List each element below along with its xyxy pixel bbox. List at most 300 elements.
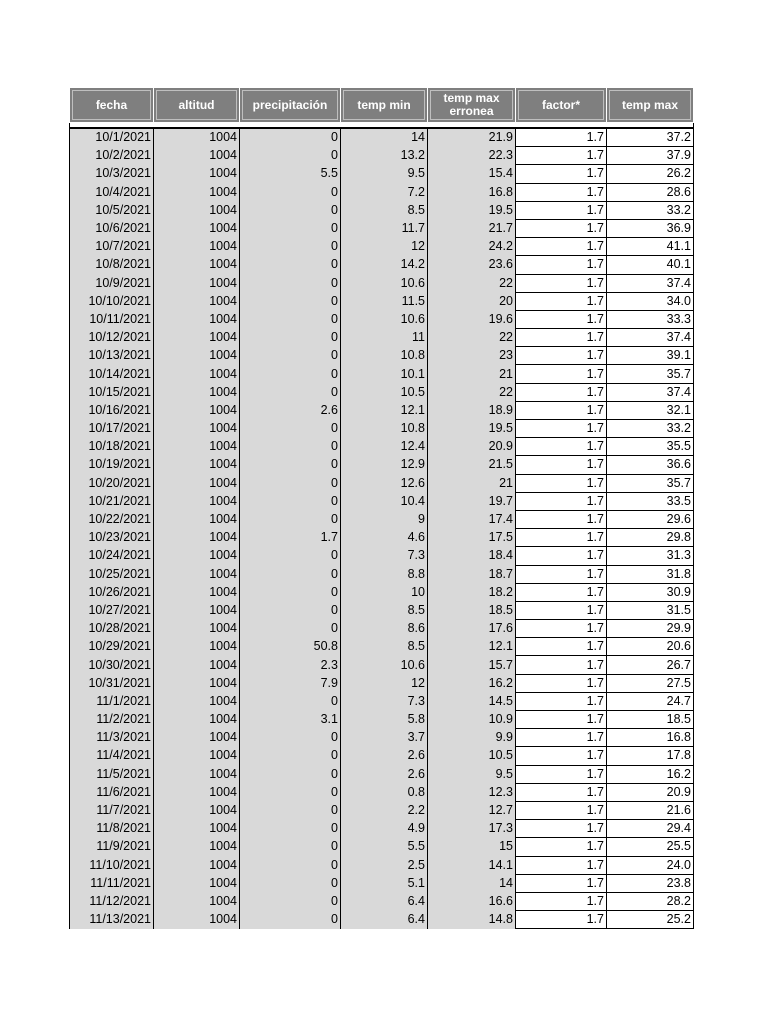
- cell-altitud[interactable]: 1004: [154, 256, 240, 274]
- cell-fecha[interactable]: 10/14/2021: [70, 365, 154, 383]
- cell-temp-min[interactable]: 10: [341, 583, 428, 601]
- cell-temp-max[interactable]: 41.1: [607, 238, 694, 256]
- cell-temp-max[interactable]: 34.0: [607, 292, 694, 310]
- cell-temp-min[interactable]: 5.5: [341, 838, 428, 856]
- cell-factor[interactable]: 1.7: [516, 783, 607, 801]
- cell-fecha[interactable]: 10/9/2021: [70, 274, 154, 292]
- cell-temp-max[interactable]: 21.6: [607, 801, 694, 819]
- cell-temp-min[interactable]: 4.9: [341, 820, 428, 838]
- cell-temp-max[interactable]: 18.5: [607, 711, 694, 729]
- cell-temp-max[interactable]: 28.6: [607, 183, 694, 201]
- cell-temp-min[interactable]: 11.5: [341, 292, 428, 310]
- cell-altitud[interactable]: 1004: [154, 729, 240, 747]
- cell-fecha[interactable]: 10/23/2021: [70, 529, 154, 547]
- cell-temp-max[interactable]: 20.6: [607, 638, 694, 656]
- cell-temp-max[interactable]: 27.5: [607, 674, 694, 692]
- cell-altitud[interactable]: 1004: [154, 292, 240, 310]
- cell-factor[interactable]: 1.7: [516, 383, 607, 401]
- cell-temp-max-erronea[interactable]: 14.1: [428, 856, 516, 874]
- cell-factor[interactable]: 1.7: [516, 838, 607, 856]
- cell-altitud[interactable]: 1004: [154, 474, 240, 492]
- cell-temp-min[interactable]: 10.8: [341, 347, 428, 365]
- cell-precipitacion[interactable]: 0: [240, 874, 341, 892]
- cell-fecha[interactable]: 10/31/2021: [70, 674, 154, 692]
- cell-temp-max-erronea[interactable]: 24.2: [428, 238, 516, 256]
- cell-temp-max[interactable]: 23.8: [607, 874, 694, 892]
- cell-factor[interactable]: 1.7: [516, 583, 607, 601]
- cell-temp-min[interactable]: 10.5: [341, 383, 428, 401]
- cell-precipitacion[interactable]: 0: [240, 892, 341, 910]
- cell-factor[interactable]: 1.7: [516, 565, 607, 583]
- cell-temp-max[interactable]: 37.9: [607, 147, 694, 165]
- cell-temp-min[interactable]: 2.2: [341, 801, 428, 819]
- cell-fecha[interactable]: 10/15/2021: [70, 383, 154, 401]
- cell-temp-max[interactable]: 35.7: [607, 474, 694, 492]
- cell-temp-max-erronea[interactable]: 21: [428, 474, 516, 492]
- cell-fecha[interactable]: 10/10/2021: [70, 292, 154, 310]
- cell-temp-max-erronea[interactable]: 15.4: [428, 165, 516, 183]
- cell-precipitacion[interactable]: 0: [240, 201, 341, 219]
- cell-factor[interactable]: 1.7: [516, 256, 607, 274]
- cell-factor[interactable]: 1.7: [516, 347, 607, 365]
- cell-temp-max[interactable]: 25.2: [607, 911, 694, 929]
- cell-factor[interactable]: 1.7: [516, 692, 607, 710]
- cell-precipitacion[interactable]: 0: [240, 383, 341, 401]
- cell-precipitacion[interactable]: 0: [240, 456, 341, 474]
- cell-temp-max-erronea[interactable]: 20: [428, 292, 516, 310]
- cell-altitud[interactable]: 1004: [154, 874, 240, 892]
- column-header-factor[interactable]: factor*: [516, 88, 607, 123]
- cell-temp-max-erronea[interactable]: 18.2: [428, 583, 516, 601]
- cell-fecha[interactable]: 11/5/2021: [70, 765, 154, 783]
- cell-temp-min[interactable]: 10.1: [341, 365, 428, 383]
- cell-precipitacion[interactable]: 0: [240, 292, 341, 310]
- cell-temp-min[interactable]: 12.9: [341, 456, 428, 474]
- cell-precipitacion[interactable]: 0: [240, 729, 341, 747]
- cell-precipitacion[interactable]: 2.6: [240, 401, 341, 419]
- cell-precipitacion[interactable]: 0: [240, 601, 341, 619]
- cell-altitud[interactable]: 1004: [154, 911, 240, 929]
- cell-factor[interactable]: 1.7: [516, 420, 607, 438]
- cell-fecha[interactable]: 11/12/2021: [70, 892, 154, 910]
- cell-factor[interactable]: 1.7: [516, 765, 607, 783]
- cell-fecha[interactable]: 10/29/2021: [70, 638, 154, 656]
- cell-temp-min[interactable]: 5.1: [341, 874, 428, 892]
- cell-temp-max[interactable]: 20.9: [607, 783, 694, 801]
- cell-temp-min[interactable]: 13.2: [341, 147, 428, 165]
- column-header-precipitacion[interactable]: precipitación: [240, 88, 341, 123]
- cell-fecha[interactable]: 10/18/2021: [70, 438, 154, 456]
- cell-temp-max-erronea[interactable]: 18.7: [428, 565, 516, 583]
- cell-factor[interactable]: 1.7: [516, 165, 607, 183]
- cell-fecha[interactable]: 10/12/2021: [70, 329, 154, 347]
- cell-factor[interactable]: 1.7: [516, 747, 607, 765]
- cell-temp-min[interactable]: 0.8: [341, 783, 428, 801]
- cell-fecha[interactable]: 10/22/2021: [70, 510, 154, 528]
- cell-temp-min[interactable]: 7.2: [341, 183, 428, 201]
- cell-temp-min[interactable]: 14: [341, 128, 428, 147]
- cell-factor[interactable]: 1.7: [516, 219, 607, 237]
- cell-altitud[interactable]: 1004: [154, 274, 240, 292]
- cell-precipitacion[interactable]: 0: [240, 765, 341, 783]
- cell-temp-min[interactable]: 6.4: [341, 892, 428, 910]
- cell-temp-max[interactable]: 26.2: [607, 165, 694, 183]
- cell-fecha[interactable]: 10/2/2021: [70, 147, 154, 165]
- cell-precipitacion[interactable]: 0: [240, 329, 341, 347]
- cell-factor[interactable]: 1.7: [516, 365, 607, 383]
- cell-temp-max[interactable]: 33.2: [607, 201, 694, 219]
- cell-temp-max[interactable]: 26.7: [607, 656, 694, 674]
- cell-temp-min[interactable]: 10.6: [341, 310, 428, 328]
- cell-altitud[interactable]: 1004: [154, 238, 240, 256]
- cell-factor[interactable]: 1.7: [516, 529, 607, 547]
- cell-fecha[interactable]: 11/11/2021: [70, 874, 154, 892]
- cell-temp-max-erronea[interactable]: 19.5: [428, 201, 516, 219]
- cell-factor[interactable]: 1.7: [516, 401, 607, 419]
- cell-fecha[interactable]: 10/1/2021: [70, 128, 154, 147]
- cell-precipitacion[interactable]: 5.5: [240, 165, 341, 183]
- cell-temp-max-erronea[interactable]: 14.8: [428, 911, 516, 929]
- cell-temp-max-erronea[interactable]: 16.2: [428, 674, 516, 692]
- cell-factor[interactable]: 1.7: [516, 874, 607, 892]
- cell-altitud[interactable]: 1004: [154, 456, 240, 474]
- cell-altitud[interactable]: 1004: [154, 147, 240, 165]
- cell-temp-max-erronea[interactable]: 12.3: [428, 783, 516, 801]
- cell-altitud[interactable]: 1004: [154, 510, 240, 528]
- cell-temp-max-erronea[interactable]: 15: [428, 838, 516, 856]
- cell-temp-max[interactable]: 37.2: [607, 128, 694, 147]
- column-header-temp-min[interactable]: temp min: [341, 88, 428, 123]
- cell-factor[interactable]: 1.7: [516, 310, 607, 328]
- cell-temp-max[interactable]: 35.7: [607, 365, 694, 383]
- cell-temp-min[interactable]: 4.6: [341, 529, 428, 547]
- cell-altitud[interactable]: 1004: [154, 765, 240, 783]
- cell-fecha[interactable]: 10/4/2021: [70, 183, 154, 201]
- cell-altitud[interactable]: 1004: [154, 565, 240, 583]
- cell-factor[interactable]: 1.7: [516, 547, 607, 565]
- cell-factor[interactable]: 1.7: [516, 820, 607, 838]
- cell-temp-max[interactable]: 31.3: [607, 547, 694, 565]
- cell-temp-max-erronea[interactable]: 17.6: [428, 620, 516, 638]
- cell-altitud[interactable]: 1004: [154, 783, 240, 801]
- cell-fecha[interactable]: 11/4/2021: [70, 747, 154, 765]
- cell-altitud[interactable]: 1004: [154, 128, 240, 147]
- cell-temp-max[interactable]: 33.2: [607, 420, 694, 438]
- cell-precipitacion[interactable]: 0: [240, 510, 341, 528]
- cell-fecha[interactable]: 10/26/2021: [70, 583, 154, 601]
- cell-temp-max[interactable]: 36.9: [607, 219, 694, 237]
- cell-temp-min[interactable]: 12.4: [341, 438, 428, 456]
- cell-altitud[interactable]: 1004: [154, 201, 240, 219]
- cell-temp-max-erronea[interactable]: 18.4: [428, 547, 516, 565]
- cell-temp-min[interactable]: 3.7: [341, 729, 428, 747]
- cell-temp-max[interactable]: 29.8: [607, 529, 694, 547]
- cell-temp-max[interactable]: 24.7: [607, 692, 694, 710]
- cell-altitud[interactable]: 1004: [154, 438, 240, 456]
- cell-altitud[interactable]: 1004: [154, 329, 240, 347]
- cell-temp-min[interactable]: 9.5: [341, 165, 428, 183]
- cell-factor[interactable]: 1.7: [516, 601, 607, 619]
- cell-temp-max-erronea[interactable]: 10.5: [428, 747, 516, 765]
- cell-temp-min[interactable]: 8.5: [341, 601, 428, 619]
- cell-factor[interactable]: 1.7: [516, 474, 607, 492]
- cell-precipitacion[interactable]: 0: [240, 347, 341, 365]
- cell-temp-max-erronea[interactable]: 19.7: [428, 492, 516, 510]
- cell-precipitacion[interactable]: 0: [240, 256, 341, 274]
- cell-precipitacion[interactable]: 0: [240, 310, 341, 328]
- cell-temp-min[interactable]: 10.6: [341, 656, 428, 674]
- cell-fecha[interactable]: 10/30/2021: [70, 656, 154, 674]
- cell-precipitacion[interactable]: 0: [240, 747, 341, 765]
- cell-fecha[interactable]: 10/7/2021: [70, 238, 154, 256]
- cell-temp-min[interactable]: 10.4: [341, 492, 428, 510]
- cell-temp-min[interactable]: 7.3: [341, 547, 428, 565]
- cell-altitud[interactable]: 1004: [154, 692, 240, 710]
- cell-temp-max-erronea[interactable]: 19.6: [428, 310, 516, 328]
- cell-fecha[interactable]: 11/7/2021: [70, 801, 154, 819]
- cell-factor[interactable]: 1.7: [516, 620, 607, 638]
- cell-altitud[interactable]: 1004: [154, 383, 240, 401]
- column-header-temp-max[interactable]: temp max: [607, 88, 694, 123]
- cell-temp-max[interactable]: 16.8: [607, 729, 694, 747]
- cell-factor[interactable]: 1.7: [516, 729, 607, 747]
- cell-fecha[interactable]: 11/6/2021: [70, 783, 154, 801]
- cell-temp-min[interactable]: 8.5: [341, 638, 428, 656]
- cell-temp-min[interactable]: 7.3: [341, 692, 428, 710]
- cell-temp-max-erronea[interactable]: 14: [428, 874, 516, 892]
- cell-temp-max-erronea[interactable]: 23: [428, 347, 516, 365]
- cell-fecha[interactable]: 11/8/2021: [70, 820, 154, 838]
- cell-temp-min[interactable]: 11: [341, 329, 428, 347]
- cell-temp-max-erronea[interactable]: 15.7: [428, 656, 516, 674]
- cell-temp-max-erronea[interactable]: 21: [428, 365, 516, 383]
- cell-altitud[interactable]: 1004: [154, 529, 240, 547]
- cell-temp-min[interactable]: 10.6: [341, 274, 428, 292]
- cell-temp-min[interactable]: 12: [341, 674, 428, 692]
- cell-temp-max-erronea[interactable]: 9.9: [428, 729, 516, 747]
- cell-temp-min[interactable]: 12.1: [341, 401, 428, 419]
- cell-precipitacion[interactable]: 7.9: [240, 674, 341, 692]
- cell-precipitacion[interactable]: 0: [240, 856, 341, 874]
- cell-factor[interactable]: 1.7: [516, 128, 607, 147]
- cell-temp-max-erronea[interactable]: 22: [428, 274, 516, 292]
- cell-precipitacion[interactable]: 0: [240, 620, 341, 638]
- cell-temp-min[interactable]: 12: [341, 238, 428, 256]
- cell-temp-min[interactable]: 2.5: [341, 856, 428, 874]
- cell-temp-max[interactable]: 36.6: [607, 456, 694, 474]
- cell-temp-max-erronea[interactable]: 9.5: [428, 765, 516, 783]
- cell-factor[interactable]: 1.7: [516, 183, 607, 201]
- cell-fecha[interactable]: 11/10/2021: [70, 856, 154, 874]
- cell-fecha[interactable]: 11/9/2021: [70, 838, 154, 856]
- cell-precipitacion[interactable]: 3.1: [240, 711, 341, 729]
- cell-altitud[interactable]: 1004: [154, 838, 240, 856]
- cell-factor[interactable]: 1.7: [516, 674, 607, 692]
- cell-temp-max[interactable]: 39.1: [607, 347, 694, 365]
- cell-factor[interactable]: 1.7: [516, 492, 607, 510]
- cell-fecha[interactable]: 10/20/2021: [70, 474, 154, 492]
- cell-temp-max-erronea[interactable]: 23.6: [428, 256, 516, 274]
- cell-temp-max-erronea[interactable]: 17.4: [428, 510, 516, 528]
- cell-temp-min[interactable]: 5.8: [341, 711, 428, 729]
- cell-temp-max-erronea[interactable]: 22.3: [428, 147, 516, 165]
- cell-temp-max[interactable]: 29.9: [607, 620, 694, 638]
- cell-factor[interactable]: 1.7: [516, 238, 607, 256]
- cell-temp-max-erronea[interactable]: 16.8: [428, 183, 516, 201]
- cell-temp-max[interactable]: 17.8: [607, 747, 694, 765]
- cell-factor[interactable]: 1.7: [516, 329, 607, 347]
- cell-fecha[interactable]: 10/28/2021: [70, 620, 154, 638]
- cell-precipitacion[interactable]: 0: [240, 183, 341, 201]
- cell-altitud[interactable]: 1004: [154, 620, 240, 638]
- cell-altitud[interactable]: 1004: [154, 801, 240, 819]
- cell-factor[interactable]: 1.7: [516, 892, 607, 910]
- cell-altitud[interactable]: 1004: [154, 856, 240, 874]
- cell-temp-min[interactable]: 8.6: [341, 620, 428, 638]
- column-header-fecha[interactable]: fecha: [70, 88, 154, 123]
- cell-factor[interactable]: 1.7: [516, 711, 607, 729]
- cell-fecha[interactable]: 10/11/2021: [70, 310, 154, 328]
- cell-precipitacion[interactable]: 0: [240, 219, 341, 237]
- cell-fecha[interactable]: 10/24/2021: [70, 547, 154, 565]
- cell-factor[interactable]: 1.7: [516, 274, 607, 292]
- cell-temp-max-erronea[interactable]: 18.5: [428, 601, 516, 619]
- cell-temp-max-erronea[interactable]: 21.5: [428, 456, 516, 474]
- cell-temp-max-erronea[interactable]: 10.9: [428, 711, 516, 729]
- cell-factor[interactable]: 1.7: [516, 856, 607, 874]
- cell-precipitacion[interactable]: 0: [240, 783, 341, 801]
- cell-temp-max-erronea[interactable]: 19.5: [428, 420, 516, 438]
- cell-temp-max[interactable]: 16.2: [607, 765, 694, 783]
- column-header-temp-max-erronea[interactable]: temp max erronea: [428, 88, 516, 123]
- cell-altitud[interactable]: 1004: [154, 656, 240, 674]
- cell-precipitacion[interactable]: 0: [240, 692, 341, 710]
- cell-factor[interactable]: 1.7: [516, 147, 607, 165]
- cell-fecha[interactable]: 10/5/2021: [70, 201, 154, 219]
- cell-altitud[interactable]: 1004: [154, 165, 240, 183]
- cell-factor[interactable]: 1.7: [516, 656, 607, 674]
- cell-factor[interactable]: 1.7: [516, 638, 607, 656]
- cell-fecha[interactable]: 10/16/2021: [70, 401, 154, 419]
- cell-precipitacion[interactable]: 0: [240, 438, 341, 456]
- cell-fecha[interactable]: 10/19/2021: [70, 456, 154, 474]
- cell-altitud[interactable]: 1004: [154, 347, 240, 365]
- cell-factor[interactable]: 1.7: [516, 201, 607, 219]
- cell-fecha[interactable]: 10/13/2021: [70, 347, 154, 365]
- cell-temp-max-erronea[interactable]: 17.3: [428, 820, 516, 838]
- cell-altitud[interactable]: 1004: [154, 638, 240, 656]
- cell-precipitacion[interactable]: 2.3: [240, 656, 341, 674]
- cell-precipitacion[interactable]: 0: [240, 128, 341, 147]
- cell-temp-max-erronea[interactable]: 20.9: [428, 438, 516, 456]
- cell-temp-max[interactable]: 24.0: [607, 856, 694, 874]
- cell-temp-max[interactable]: 37.4: [607, 383, 694, 401]
- cell-precipitacion[interactable]: 0: [240, 547, 341, 565]
- cell-temp-min[interactable]: 9: [341, 510, 428, 528]
- cell-fecha[interactable]: 10/3/2021: [70, 165, 154, 183]
- cell-precipitacion[interactable]: 0: [240, 583, 341, 601]
- cell-altitud[interactable]: 1004: [154, 420, 240, 438]
- cell-temp-min[interactable]: 11.7: [341, 219, 428, 237]
- cell-temp-min[interactable]: 2.6: [341, 747, 428, 765]
- cell-precipitacion[interactable]: 50.8: [240, 638, 341, 656]
- cell-temp-max-erronea[interactable]: 12.1: [428, 638, 516, 656]
- cell-temp-min[interactable]: 6.4: [341, 911, 428, 929]
- cell-fecha[interactable]: 10/17/2021: [70, 420, 154, 438]
- cell-temp-max[interactable]: 29.6: [607, 510, 694, 528]
- cell-temp-max[interactable]: 32.1: [607, 401, 694, 419]
- cell-fecha[interactable]: 11/2/2021: [70, 711, 154, 729]
- cell-factor[interactable]: 1.7: [516, 801, 607, 819]
- cell-fecha[interactable]: 10/27/2021: [70, 601, 154, 619]
- cell-temp-max-erronea[interactable]: 22: [428, 383, 516, 401]
- cell-altitud[interactable]: 1004: [154, 219, 240, 237]
- cell-fecha[interactable]: 11/13/2021: [70, 911, 154, 929]
- cell-precipitacion[interactable]: 0: [240, 147, 341, 165]
- cell-precipitacion[interactable]: 0: [240, 365, 341, 383]
- cell-fecha[interactable]: 10/8/2021: [70, 256, 154, 274]
- cell-altitud[interactable]: 1004: [154, 310, 240, 328]
- cell-precipitacion[interactable]: 0: [240, 801, 341, 819]
- cell-temp-min[interactable]: 14.2: [341, 256, 428, 274]
- cell-factor[interactable]: 1.7: [516, 456, 607, 474]
- cell-altitud[interactable]: 1004: [154, 365, 240, 383]
- cell-altitud[interactable]: 1004: [154, 674, 240, 692]
- cell-precipitacion[interactable]: 1.7: [240, 529, 341, 547]
- cell-altitud[interactable]: 1004: [154, 583, 240, 601]
- cell-precipitacion[interactable]: 0: [240, 492, 341, 510]
- cell-temp-max[interactable]: 33.5: [607, 492, 694, 510]
- cell-temp-max-erronea[interactable]: 16.6: [428, 892, 516, 910]
- cell-altitud[interactable]: 1004: [154, 492, 240, 510]
- cell-fecha[interactable]: 10/25/2021: [70, 565, 154, 583]
- cell-factor[interactable]: 1.7: [516, 292, 607, 310]
- cell-precipitacion[interactable]: 0: [240, 565, 341, 583]
- cell-temp-max-erronea[interactable]: 22: [428, 329, 516, 347]
- cell-temp-max[interactable]: 37.4: [607, 274, 694, 292]
- cell-temp-min[interactable]: 8.5: [341, 201, 428, 219]
- cell-precipitacion[interactable]: 0: [240, 911, 341, 929]
- cell-altitud[interactable]: 1004: [154, 601, 240, 619]
- cell-altitud[interactable]: 1004: [154, 183, 240, 201]
- cell-altitud[interactable]: 1004: [154, 547, 240, 565]
- cell-precipitacion[interactable]: 0: [240, 838, 341, 856]
- cell-factor[interactable]: 1.7: [516, 438, 607, 456]
- cell-factor[interactable]: 1.7: [516, 911, 607, 929]
- cell-temp-max[interactable]: 30.9: [607, 583, 694, 601]
- column-header-altitud[interactable]: altitud: [154, 88, 240, 123]
- cell-temp-max[interactable]: 25.5: [607, 838, 694, 856]
- cell-fecha[interactable]: 10/6/2021: [70, 219, 154, 237]
- cell-fecha[interactable]: 11/3/2021: [70, 729, 154, 747]
- cell-temp-max[interactable]: 31.5: [607, 601, 694, 619]
- cell-precipitacion[interactable]: 0: [240, 820, 341, 838]
- cell-temp-max-erronea[interactable]: 18.9: [428, 401, 516, 419]
- cell-precipitacion[interactable]: 0: [240, 238, 341, 256]
- cell-temp-max-erronea[interactable]: 17.5: [428, 529, 516, 547]
- cell-temp-max[interactable]: 28.2: [607, 892, 694, 910]
- cell-altitud[interactable]: 1004: [154, 747, 240, 765]
- cell-temp-min[interactable]: 8.8: [341, 565, 428, 583]
- cell-temp-max[interactable]: 31.8: [607, 565, 694, 583]
- cell-temp-max[interactable]: 40.1: [607, 256, 694, 274]
- cell-temp-min[interactable]: 10.8: [341, 420, 428, 438]
- cell-temp-min[interactable]: 12.6: [341, 474, 428, 492]
- cell-temp-max[interactable]: 35.5: [607, 438, 694, 456]
- cell-altitud[interactable]: 1004: [154, 401, 240, 419]
- cell-temp-max-erronea[interactable]: 21.9: [428, 128, 516, 147]
- cell-precipitacion[interactable]: 0: [240, 420, 341, 438]
